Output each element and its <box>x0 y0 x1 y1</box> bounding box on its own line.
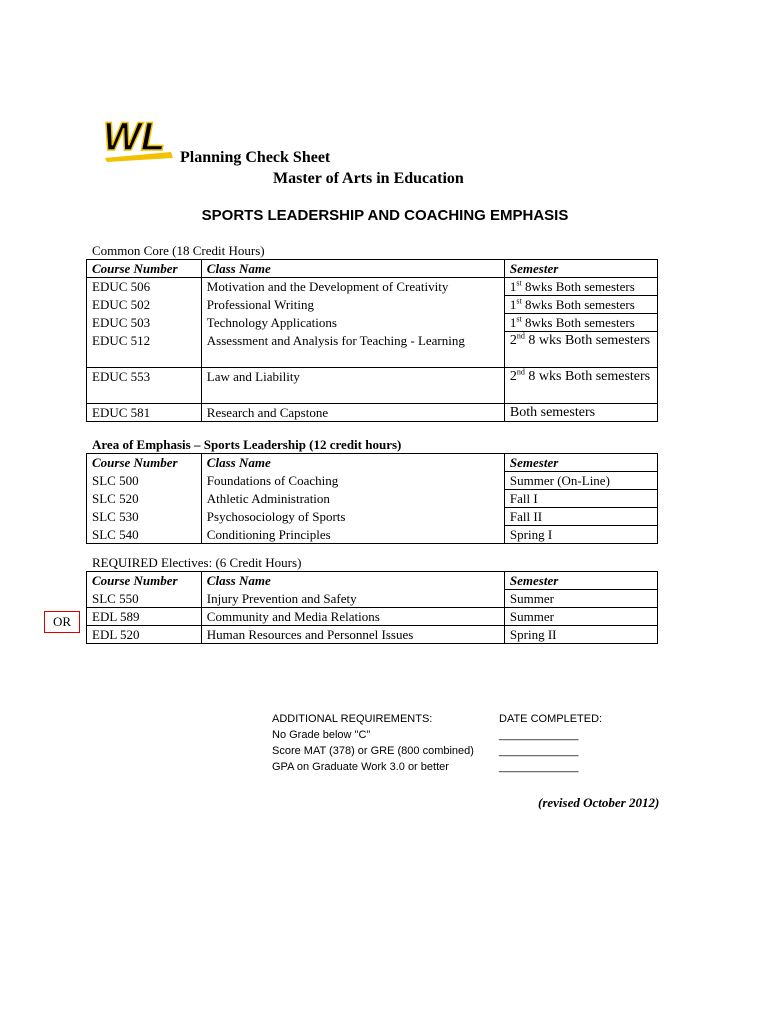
electives-table <box>86 571 658 644</box>
requirement-item: No Grade below "C" <box>272 729 371 741</box>
table-header-row <box>87 260 658 278</box>
semester: Summer <box>504 608 657 626</box>
header-course-number: Course Number <box>87 260 202 278</box>
header-class-name: Class Name <box>201 454 504 472</box>
course-number: EDUC 506 <box>87 278 202 296</box>
additional-requirements <box>272 711 474 775</box>
semester: Both semesters <box>504 403 657 421</box>
page-title: Planning Check Sheet <box>180 149 331 166</box>
electives-label: REQUIRED Electives: (6 Credit Hours) <box>92 555 302 570</box>
emphasis-heading: SPORTS LEADERSHIP AND COACHING EMPHASIS <box>201 207 569 224</box>
semester: Spring I <box>504 526 657 544</box>
course-number: SLC 550 <box>87 590 202 608</box>
course-number: EDUC 512 <box>87 332 202 368</box>
class-name: Motivation and the Development of Creativity <box>201 278 504 296</box>
table-row <box>87 490 658 508</box>
table-row <box>87 296 658 314</box>
semester: 1st 8wks Both semesters <box>504 278 657 296</box>
semester: 2nd 8 wks Both semesters <box>504 367 657 403</box>
class-name: Foundations of Coaching <box>201 472 504 490</box>
table-row <box>87 608 658 626</box>
table-row <box>87 314 658 332</box>
class-name: Athletic Administration <box>201 490 504 508</box>
course-number: EDUC 502 <box>87 296 202 314</box>
class-name: Professional Writing <box>201 296 504 314</box>
course-number: SLC 500 <box>87 472 202 490</box>
date-blank: _____________ <box>499 729 579 741</box>
logo-text: WL <box>103 115 166 159</box>
course-number: EDL 589 <box>87 608 202 626</box>
semester: 1st 8wks Both semesters <box>504 314 657 332</box>
header-class-name: Class Name <box>201 260 504 278</box>
wl-logo <box>101 112 181 162</box>
course-number: SLC 520 <box>87 490 202 508</box>
course-number: SLC 530 <box>87 508 202 526</box>
course-number: SLC 540 <box>87 526 202 544</box>
table-header-row <box>87 454 658 472</box>
table-row <box>87 526 658 544</box>
semester: Fall II <box>504 508 657 526</box>
header-semester: Semester <box>504 572 657 590</box>
header-course-number: Course Number <box>87 572 202 590</box>
common-core-table <box>86 259 658 422</box>
requirement-item: Score MAT (378) or GRE (800 combined) <box>272 745 474 757</box>
semester: Summer <box>504 590 657 608</box>
semester: Spring II <box>504 626 657 644</box>
table-row <box>87 367 658 403</box>
additional-heading: ADDITIONAL REQUIREMENTS: <box>272 713 433 725</box>
date-completed-heading: DATE COMPLETED: <box>499 713 603 725</box>
semester: 2nd 8 wks Both semesters <box>504 332 657 368</box>
emphasis-area-label: Area of Emphasis – Sports Leadership (12 credit hours) <box>92 437 402 452</box>
table-row <box>87 278 658 296</box>
table-row <box>87 508 658 526</box>
course-number: EDUC 503 <box>87 314 202 332</box>
table-row <box>87 626 658 644</box>
table-row <box>87 472 658 490</box>
class-name: Law and Liability <box>201 367 504 403</box>
date-completed-column <box>499 711 602 775</box>
semester: Summer (On-Line) <box>504 472 657 490</box>
date-blank: _____________ <box>499 745 579 757</box>
semester: 1st 8wks Both semesters <box>504 296 657 314</box>
header-semester: Semester <box>504 454 657 472</box>
class-name: Community and Media Relations <box>201 608 504 626</box>
class-name: Assessment and Analysis for Teaching - Learning <box>201 332 504 368</box>
course-number: EDUC 581 <box>87 403 202 421</box>
header-course-number: Course Number <box>87 454 202 472</box>
class-name: Research and Capstone <box>201 403 504 421</box>
requirement-item: GPA on Graduate Work 3.0 or better <box>272 761 449 773</box>
header-semester: Semester <box>504 260 657 278</box>
or-box: OR <box>44 611 80 633</box>
semester: Fall I <box>504 490 657 508</box>
emphasis-area-table <box>86 453 658 544</box>
course-number: EDL 520 <box>87 626 202 644</box>
table-row <box>87 332 658 368</box>
class-name: Injury Prevention and Safety <box>201 590 504 608</box>
table-row <box>87 590 658 608</box>
course-number: EDUC 553 <box>87 367 202 403</box>
class-name: Technology Applications <box>201 314 504 332</box>
page-subtitle: Master of Arts in Education <box>273 170 464 187</box>
table-row <box>87 403 658 421</box>
class-name: Psychosociology of Sports <box>201 508 504 526</box>
header-class-name: Class Name <box>201 572 504 590</box>
table-header-row <box>87 572 658 590</box>
class-name: Human Resources and Personnel Issues <box>201 626 504 644</box>
date-blank: _____________ <box>499 761 579 773</box>
revised-note: (revised October 2012) <box>538 795 660 810</box>
class-name: Conditioning Principles <box>201 526 504 544</box>
common-core-label: Common Core (18 Credit Hours) <box>92 243 265 258</box>
